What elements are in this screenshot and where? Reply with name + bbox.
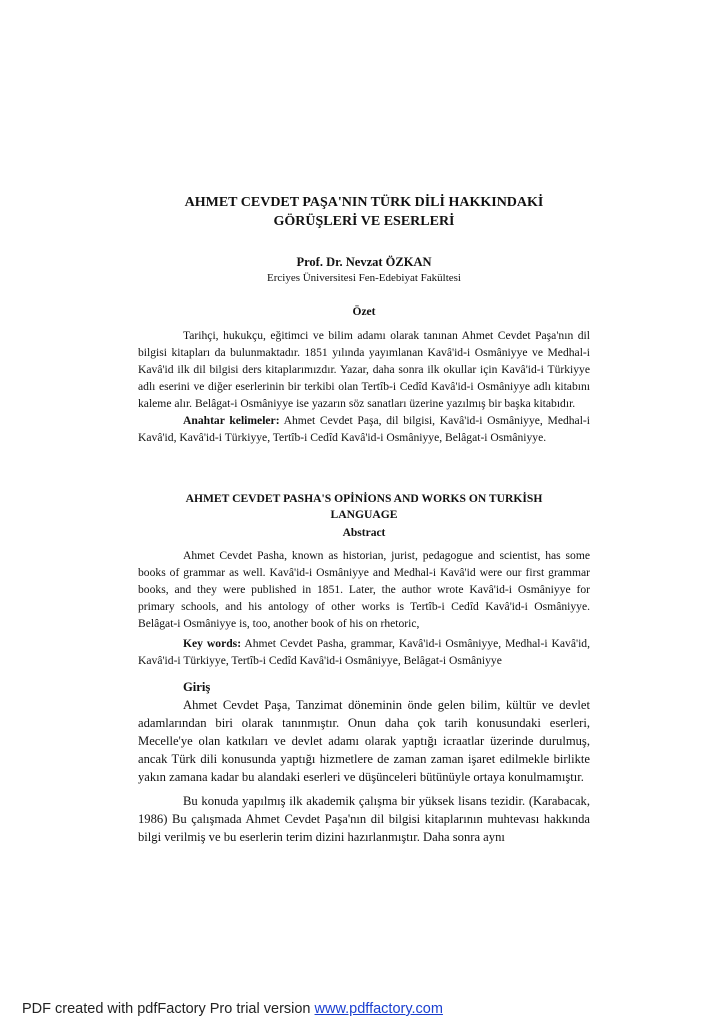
ozet-keywords-label: Anahtar kelimeler: [183, 414, 280, 427]
author-name: Prof. Dr. Nevzat ÖZKAN [296, 255, 432, 269]
abstract-section [138, 525, 590, 669]
abstract-heading: Abstract [342, 527, 386, 539]
abstract-keywords [138, 635, 590, 669]
english-title-line-1: AHMET CEVDET PASHA'S OPİNİONS AND WORKS ON TURKİSH [185, 492, 543, 505]
english-title-line-2: LANGUAGE [330, 508, 398, 521]
giris-paragraph-1: Ahmet Cevdet Paşa, Tanzimat döneminin önde gelen bilim, kültür ve devlet adamlarından biri olarak tanınmıştır. Onun daha çok tarih konusundaki eserleri, Mecelle'ye olan katkıları ve devlet adamı olarak yaptığı icraatlar üzerinde durulmuş, ancak Türk dili konusunda yaptığı hizmetlere de zaman zaman işaret edilmekle birlikte yakın zamana kadar bu alandaki eserleri ve düşünceleri bütünüyle ortaya konulmamıştır. [138, 698, 590, 784]
giris-section [138, 678, 590, 846]
paper-title-line-1: AHMET CEVDET PAŞA'NIN TÜRK DİLİ HAKKINDAKİ [184, 195, 544, 210]
ozet-text: Tarihçi, hukukçu, eğitimci ve bilim adamı olarak tanınan Ahmet Cevdet Paşa'nın dil bilgisi kitapları da bulunmaktadır. 1851 yılında yayımlanan Kavâ'id-i Osmâniyye ve Medhal-i Kavâ'id ilk dil bilgisi ders kitaplarımızdır. Yazar, daha sonra ilk okullar için Kavâ'id-i Türkiyye adlı eserini ve diğer eserlerinin bir terkibi olan Tertîb-i Cedîd Kavâ'id-i Osmâniyye adlı kitabını kaleme alır. Belâgat-i Osmâniyye ise yazarın söz sanatları üzerine yazılmış bir başka kitabıdır. [138, 329, 590, 410]
ozet-heading: Özet [352, 306, 376, 318]
english-title [138, 491, 590, 523]
ozet-keywords-text: Ahmet Cevdet Paşa, dil bilgisi, Kavâ'id-i Osmâniyye, Medhal-i Kavâ'id, Kavâ'id-i Türkiyye, Tertîb-i Cedîd Kavâ'id-i Osmâniyye, Belâgat-i Osmâniyye. [138, 414, 591, 444]
paper-title [138, 193, 590, 231]
author-affiliation: Erciyes Üniversitesi Fen-Edebiyat Fakültesi [267, 272, 461, 284]
abstract-keywords-text: Ahmet Cevdet Pasha, grammar, Kavâ'id-i Osmâniyye, Medhal-i Kavâ'id, Kavâ'id-i Türkiyye, Tertîb-i Cedîd Kavâ'id-i Osmâniyye, Belâgat-i Osmâniyye [138, 637, 591, 667]
giris-heading: Giriş [183, 680, 211, 694]
pdffactory-link[interactable]: www.pdffactory.com [314, 1001, 443, 1017]
abstract-text: Ahmet Cevdet Pasha, known as historian, jurist, pedagogue and scientist, has some books of grammar as well. Kavâ'id-i Osmâniyye and Medhal-i Kavâ'id were our first grammar books, and they were published in 1851. Later, the author wrote Kavâ'id-i Osmâniyye for primary schools, and his antology of other works is Tertîb-i Cedîd Kavâ'id-i Osmâniyye. Belâgat-i Osmâniyye is, too, another book of his on rhetoric, [138, 549, 590, 630]
ozet-section [138, 304, 590, 446]
pdf-footer-text: PDF created with pdfFactory Pro trial version [22, 1001, 315, 1017]
ozet-keywords [138, 412, 590, 446]
abstract-keywords-label: Key words: [183, 637, 242, 650]
paper-title-line-2: GÖRÜŞLERİ VE ESERLERİ [273, 214, 455, 229]
pdf-footer [22, 1001, 443, 1017]
giris-paragraph-2: Bu konuda yapılmış ilk akademik çalışma bir yüksek lisans tezidir. (Karabacak, 1986) Bu çalışmada Ahmet Cevdet Paşa'nın dil bilgisi kitaplarının muhtevası hakkında bilgi verilmiş ve bu eserlerin terim dizini hazırlanmıştır. Daha sonra aynı [138, 794, 590, 844]
